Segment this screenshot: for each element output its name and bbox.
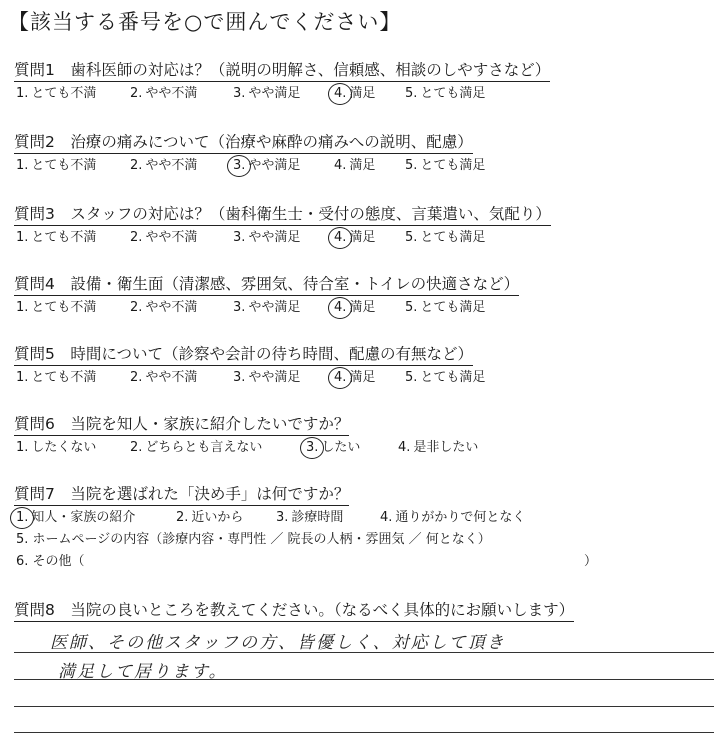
option-3[interactable]: 3. やや満足: [233, 230, 301, 245]
option-5[interactable]: 5. とても満足: [405, 86, 486, 101]
selection-circle: [328, 83, 352, 105]
option-2[interactable]: 2. どちらとも言えない: [130, 440, 263, 455]
option-3[interactable]: 3. やや満足: [233, 370, 301, 385]
option-2[interactable]: 2. やや不満: [130, 230, 198, 245]
option-3[interactable]: 3. やや満足: [233, 158, 301, 173]
option-4[interactable]: 4. 満足: [334, 158, 376, 173]
question-1: [14, 60, 714, 104]
option-2[interactable]: 2. やや不満: [130, 370, 198, 385]
answer-line: [14, 706, 714, 707]
option-1[interactable]: 1. とても不満: [16, 86, 97, 101]
option-1[interactable]: 1. したくない: [16, 440, 97, 455]
option-4[interactable]: 4. 満足: [334, 370, 376, 385]
option-1[interactable]: 1. とても不満: [16, 230, 97, 245]
option-5[interactable]: 5. とても満足: [405, 300, 486, 315]
option-row: [14, 552, 714, 572]
selection-circle: [300, 437, 324, 459]
selection-circle: [10, 507, 34, 529]
option-3[interactable]: 3. やや満足: [233, 300, 301, 315]
option-row: [14, 84, 714, 104]
question-2: [14, 132, 714, 176]
option-5[interactable]: 5. ホームページの内容（診療内容・専門性 ／ 院長の人柄・雰囲気 ／ 何となく）: [16, 532, 491, 547]
answer-line: [14, 732, 714, 733]
option-row: [14, 298, 714, 318]
selection-circle: [227, 155, 251, 177]
option-1[interactable]: 1. 知人・家族の紹介: [16, 510, 136, 525]
option-4[interactable]: 4. 満足: [334, 86, 376, 101]
question-7: [14, 484, 714, 572]
question-5: [14, 344, 714, 388]
question-title: 質問2 治療の痛みについて（治療や麻酔の痛みへの説明、配慮）: [14, 132, 473, 154]
selection-circle: [328, 367, 352, 389]
option-1[interactable]: 1. とても不満: [16, 158, 97, 173]
option-3[interactable]: 3. 診療時間: [276, 510, 344, 525]
option-row: [14, 228, 714, 248]
option-4[interactable]: 4. 満足: [334, 300, 376, 315]
question-title: 質問8 当院の良いところを教えてください。（なるべく具体的にお願いします）: [14, 600, 574, 622]
option-5[interactable]: 5. とても満足: [405, 230, 486, 245]
option-4[interactable]: 4. 是非したい: [398, 440, 479, 455]
question-title: 質問6 当院を知人・家族に紹介したいですか？: [14, 414, 349, 436]
option-1[interactable]: 1. とても不満: [16, 370, 97, 385]
question-title: 質問7 当院を選ばれた「決め手」は何ですか？: [14, 484, 349, 506]
question-6: [14, 414, 714, 458]
option-3[interactable]: 3. やや満足: [233, 86, 301, 101]
answer-line: [14, 679, 714, 680]
answer-line: [14, 652, 714, 653]
question-title: 質問5 時間について（診察や会計の待ち時間、配慮の有無など）: [14, 344, 473, 366]
option-row: [14, 508, 714, 528]
option-2[interactable]: 2. やや不満: [130, 300, 198, 315]
option-row: [14, 530, 714, 550]
option-1[interactable]: 1. とても不満: [16, 300, 97, 315]
question-4: [14, 274, 714, 318]
handwritten-answer-line-1: 医師、その他スタッフの方、皆優しく、対応して頂き: [50, 633, 506, 653]
option-5[interactable]: 5. とても満足: [405, 158, 486, 173]
option-4[interactable]: 4. 満足: [334, 230, 376, 245]
option-2[interactable]: 2. やや不満: [130, 158, 198, 173]
question-title: 質問3 スタッフの対応は？（歯科衛生士・受付の態度、言葉遣い、気配り）: [14, 204, 551, 226]
handwritten-answer-line-2: 満足して居ります。: [58, 662, 228, 682]
selection-circle: [328, 297, 352, 319]
option-6-close: ）: [584, 554, 598, 569]
question-title: 質問1 歯科医師の対応は？（説明の明解さ、信頼感、相談のしやすさなど）: [14, 60, 550, 82]
option-4[interactable]: 4. 通りがかりで何となく: [380, 510, 526, 525]
question-8: [14, 600, 714, 622]
option-6[interactable]: 6. その他（: [16, 554, 85, 569]
question-title: 質問4 設備・衛生面（清潔感、雰囲気、待合室・トイレの快適さなど）: [14, 274, 519, 296]
option-2[interactable]: 2. やや不満: [130, 86, 198, 101]
selection-circle: [328, 227, 352, 249]
option-3[interactable]: 3. したい: [306, 440, 361, 455]
option-row: [14, 156, 714, 176]
option-2[interactable]: 2. 近いから: [176, 510, 244, 525]
question-3: [14, 204, 714, 248]
option-row: [14, 368, 714, 388]
option-row: [14, 438, 714, 458]
option-5[interactable]: 5. とても満足: [405, 370, 486, 385]
survey-heading: 【該当する番号を○で囲んでください】: [8, 10, 402, 34]
